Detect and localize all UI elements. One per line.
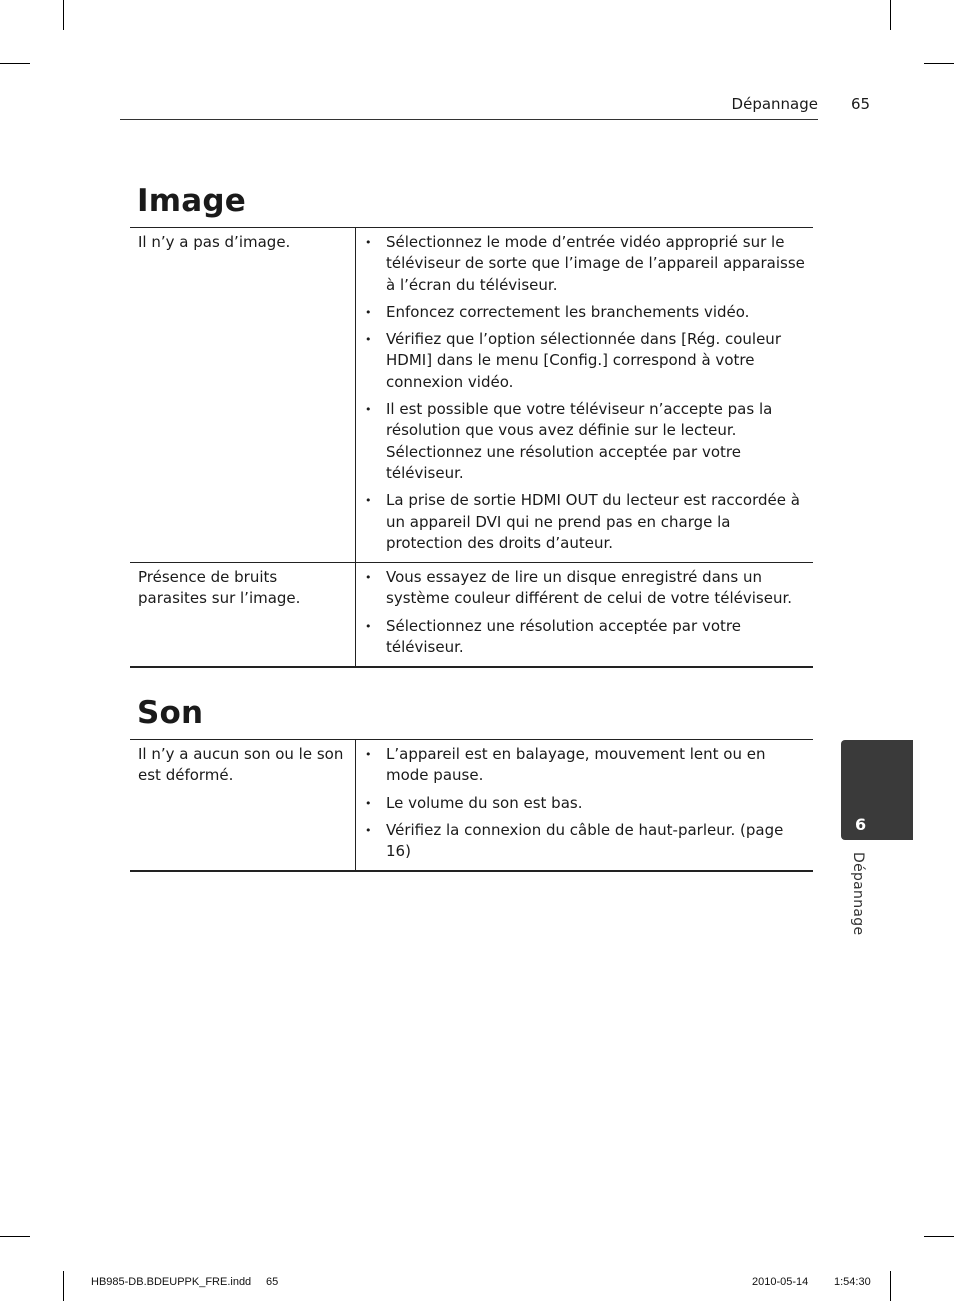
solution-cell (356, 563, 814, 668)
header-rule (120, 119, 818, 120)
table-row (130, 740, 813, 872)
solution-list (356, 232, 807, 554)
page-number: 65 (851, 95, 871, 113)
solution-item: • Sélectionnez une résolution acceptée par votre téléviseur. (356, 616, 807, 659)
troubleshooting-table-son (130, 739, 813, 872)
symptom-cell: Présence de bruits parasites sur l’image. (130, 563, 356, 668)
solution-cell (356, 740, 814, 872)
crop-mark (890, 1271, 891, 1301)
symptom-cell: Il n’y a pas d’image. (130, 228, 356, 563)
crop-mark (63, 0, 64, 30)
solution-item: • L’appareil est en balayage, mouvement lent ou en mode pause. (356, 744, 807, 787)
solution-list (356, 567, 807, 658)
table-row (130, 563, 813, 668)
section-title-image: Image (137, 183, 246, 219)
table-row (130, 228, 813, 563)
crop-mark (924, 1236, 954, 1237)
footer-date: 2010-05-14 (752, 1276, 809, 1288)
running-header-title: Dépannage (731, 95, 818, 113)
footer-time: 1:54:30 (834, 1276, 871, 1288)
solution-item: • Enfoncez correctement les branchements vidéo. (356, 302, 807, 323)
solution-item: • Il est possible que votre téléviseur n’accepte pas la résolution que vous avez définie sur le lecteur. Sélectionnez une résolution acceptée par votre téléviseur. (356, 399, 807, 484)
solution-item: • Vous essayez de lire un disque enregistré dans un système couleur différent de celui de votre téléviseur. (356, 567, 807, 610)
solution-item: • La prise de sortie HDMI OUT du lecteur est raccordée à un appareil DVI qui ne prend pas en charge la protection des droits d’auteur. (356, 490, 807, 554)
chapter-label: Dépannage (850, 852, 866, 936)
footer-filename: HB985-DB.BDEUPPK_FRE.indd (91, 1276, 252, 1288)
symptom-cell: Il n’y a aucun son ou le son est déformé. (130, 740, 356, 872)
section-title-son: Son (137, 695, 204, 731)
solution-cell (356, 228, 814, 563)
crop-mark (890, 0, 891, 30)
solution-item: • Sélectionnez le mode d’entrée vidéo approprié sur le téléviseur de sorte que l’image de l’appareil apparaisse à l’écran du téléviseur. (356, 232, 807, 296)
crop-mark (0, 1236, 30, 1237)
solution-item: • Vérifiez la connexion du câble de haut-parleur. (page 16) (356, 820, 807, 863)
solution-item: • Le volume du son est bas. (356, 793, 807, 814)
footer-page: 65 (266, 1276, 279, 1288)
chapter-tab (841, 740, 913, 840)
solution-item: • Vérifiez que l’option sélectionnée dans [Rég. couleur HDMI] dans le menu [Config.] correspond à votre connexion vidéo. (356, 329, 807, 393)
crop-mark (924, 63, 954, 64)
crop-mark (0, 63, 30, 64)
solution-list (356, 744, 807, 862)
crop-mark (63, 1271, 64, 1301)
chapter-number: 6 (855, 815, 867, 834)
troubleshooting-table-image (130, 227, 813, 668)
